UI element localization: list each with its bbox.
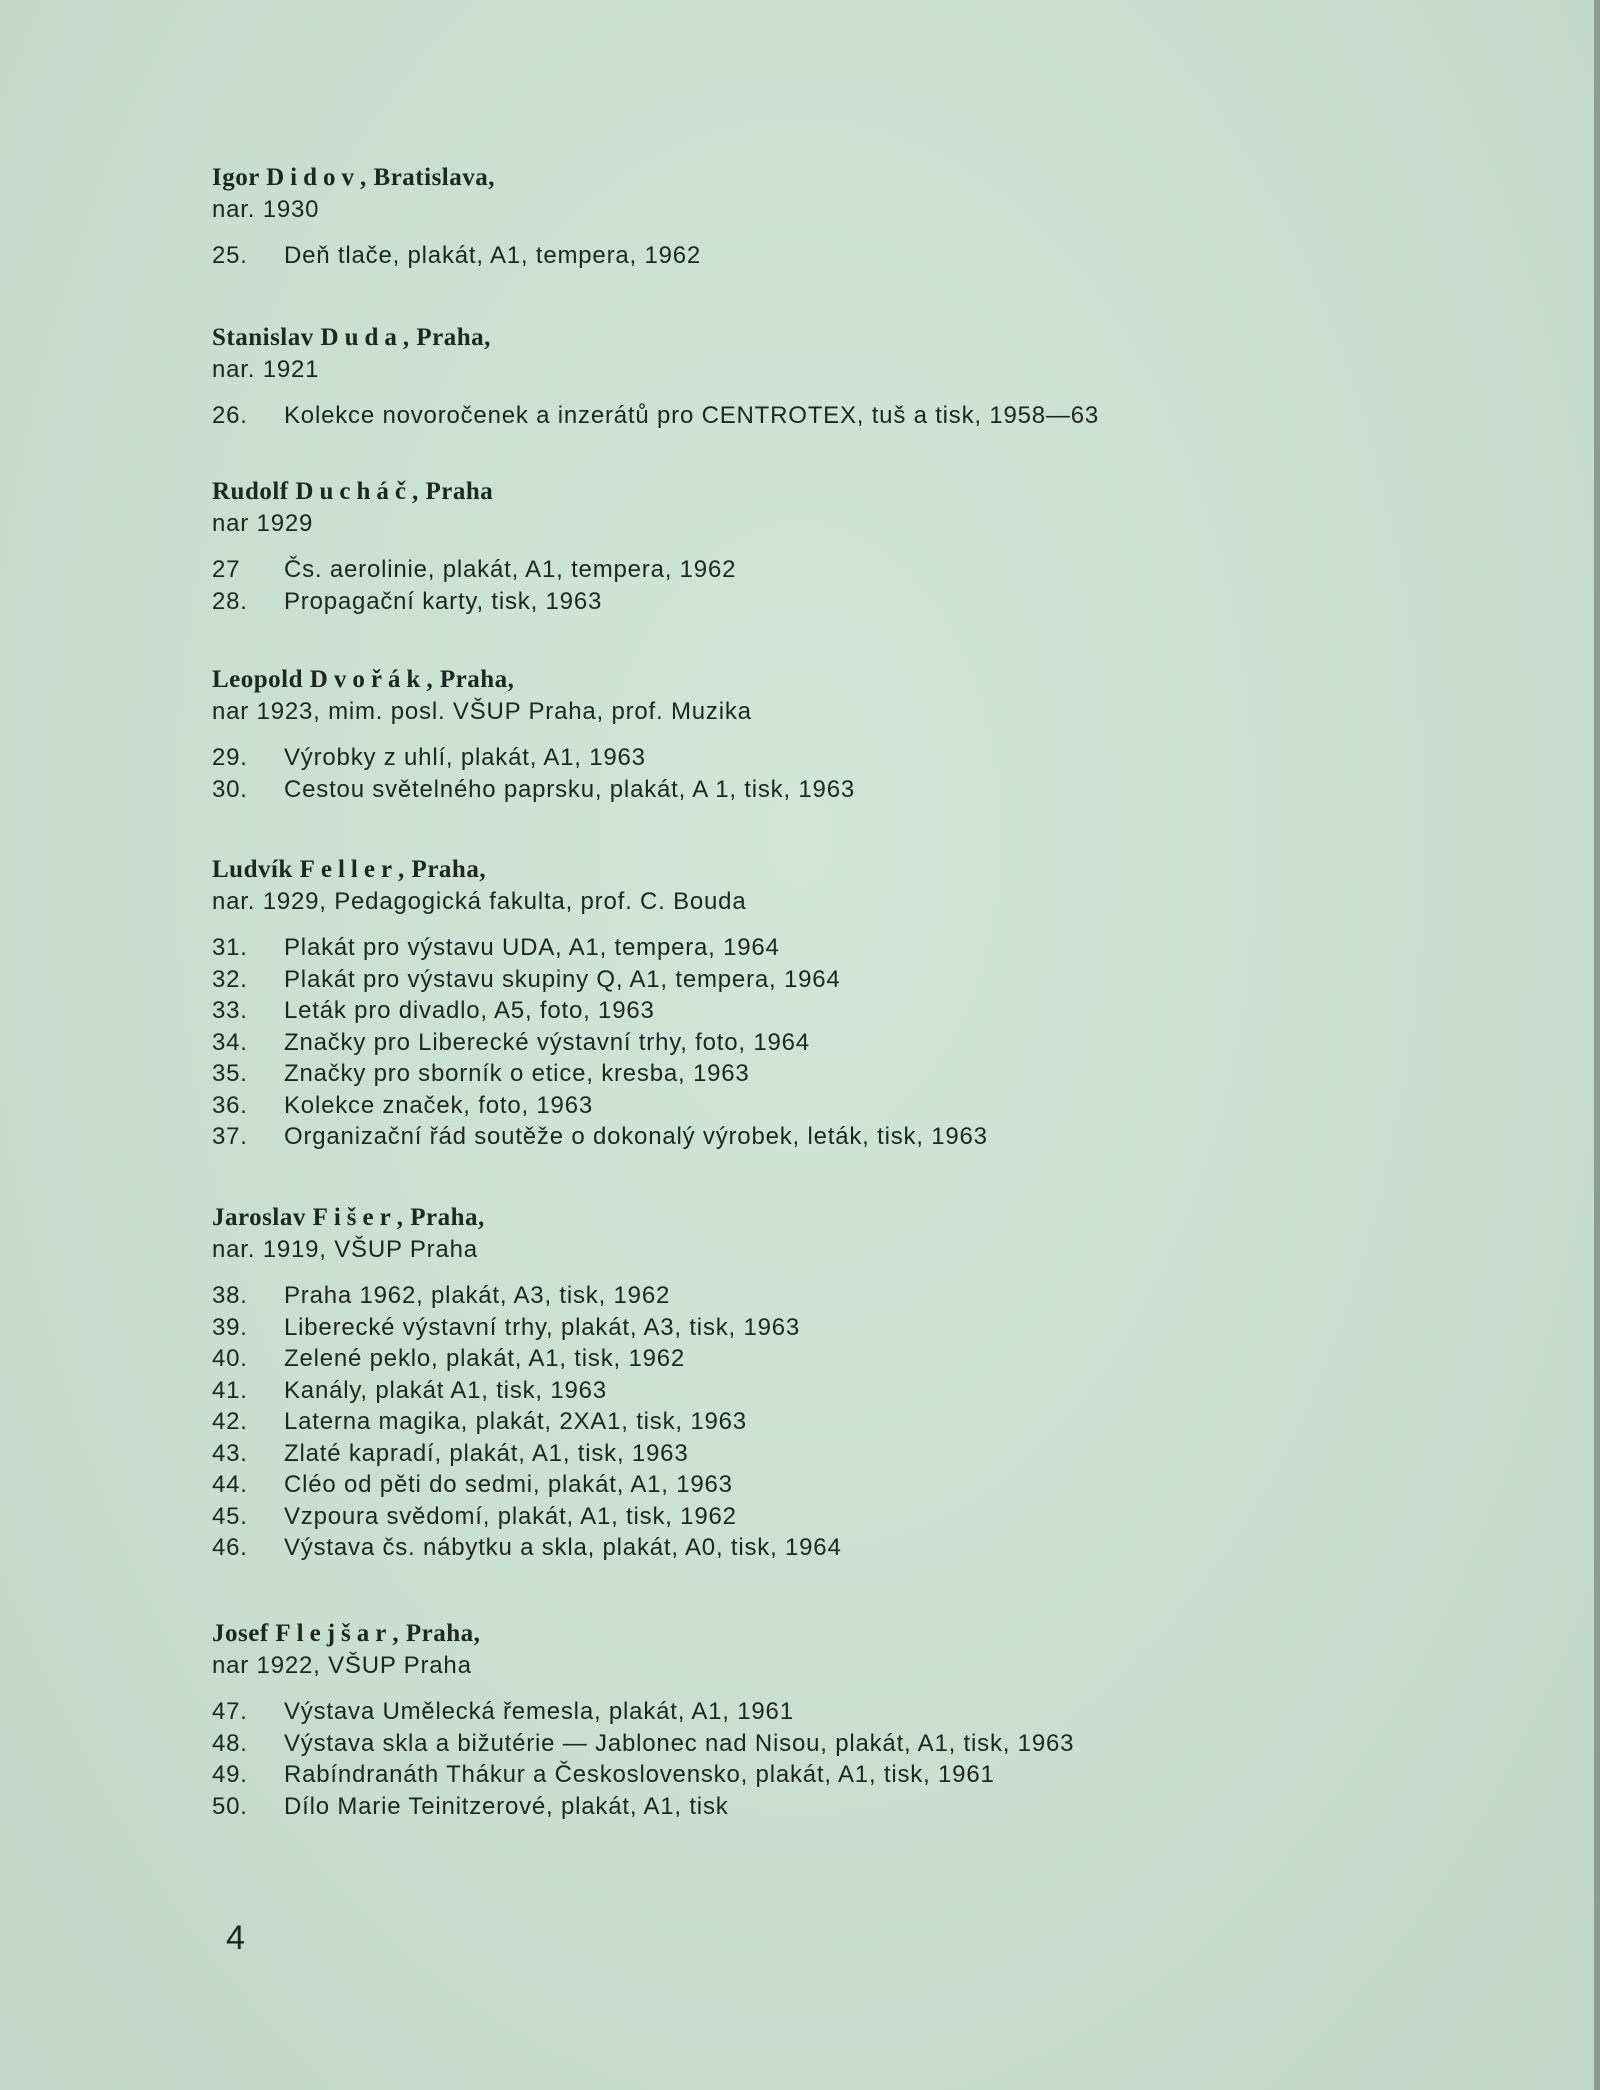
artist-surname: Ducháč — [295, 478, 412, 505]
work-number: 35. — [212, 1060, 248, 1087]
work-number: 39. — [212, 1313, 248, 1341]
work-title: Deň tlače, plakát, A1, tempera, 1962 — [284, 242, 702, 269]
artist-entry-fiser — [212, 1202, 1412, 1564]
work-number: 33. — [212, 997, 248, 1024]
work-item — [212, 1343, 1412, 1375]
artist-surname: Didov — [266, 164, 361, 191]
work-number: 43. — [212, 1439, 248, 1467]
work-item — [212, 240, 1412, 272]
work-item — [212, 742, 1412, 774]
work-number: 49. — [212, 1761, 248, 1788]
work-number: 45. — [212, 1502, 248, 1530]
artist-name — [212, 162, 1412, 194]
work-item — [212, 1501, 1412, 1533]
work-item — [212, 774, 1412, 806]
work-number: 46. — [212, 1534, 248, 1561]
artist-entry-feller — [212, 854, 1412, 1153]
work-item — [212, 1090, 1412, 1122]
work-title: Výstava skla a bižutérie — Jablonec nad Nisou, plakát, A1, tisk, 1963 — [284, 1729, 1075, 1757]
work-number: 48. — [212, 1729, 248, 1757]
work-number: 26. — [212, 402, 248, 429]
work-number: 34. — [212, 1028, 248, 1056]
work-title: Liberecké výstavní trhy, plakát, A3, tisk, 1963 — [284, 1313, 801, 1341]
work-title: Čs. aerolinie, plakát, A1, tempera, 1962 — [284, 556, 737, 583]
work-title: Vzpoura svědomí, plakát, A1, tisk, 1962 — [284, 1502, 737, 1530]
artist-location: , Praha, — [426, 666, 515, 693]
work-item — [212, 1469, 1412, 1501]
work-title: Značky pro sborník o etice, kresba, 1963 — [284, 1060, 750, 1087]
artist-location: , Praha — [411, 478, 494, 505]
artist-first-name: Ludvík — [212, 856, 293, 883]
work-item — [212, 932, 1412, 964]
work-title: Výrobky z uhlí, plakát, A1, 1963 — [284, 744, 646, 771]
artist-surname: Dvořák — [309, 666, 427, 693]
work-item — [212, 1375, 1412, 1407]
work-number: 36. — [212, 1091, 248, 1119]
scan-edge — [1594, 0, 1600, 2090]
artist-bio: nar 1929 — [212, 510, 314, 537]
artist-entry-flejsar — [212, 1618, 1412, 1822]
artist-first-name: Rudolf — [212, 478, 289, 505]
work-item — [212, 1058, 1412, 1090]
artist-first-name: Jaroslav — [212, 1204, 306, 1231]
artist-name — [212, 1618, 1412, 1650]
work-title: Cestou světelného paprsku, plakát, A 1, tisk, 1963 — [284, 775, 855, 803]
work-title: Organizační řád soutěže o dokonalý výrobek, leták, tisk, 1963 — [284, 1123, 988, 1150]
work-title: Výstava čs. nábytku a skla, plakát, A0, tisk, 1964 — [284, 1534, 842, 1561]
work-number: 40. — [212, 1345, 248, 1372]
work-title: Plakát pro výstavu UDA, A1, tempera, 1964 — [284, 934, 780, 961]
work-number: 28. — [212, 587, 248, 615]
work-title: Praha 1962, plakát, A3, tisk, 1962 — [284, 1282, 671, 1309]
artist-bio: nar. 1929, Pedagogická fakulta, prof. C. Bouda — [212, 888, 747, 915]
work-item — [212, 1791, 1412, 1823]
work-title: Kanály, plakát A1, tisk, 1963 — [284, 1376, 607, 1404]
artist-first-name: Igor — [212, 164, 260, 191]
artist-name — [212, 664, 1412, 696]
work-title: Zelené peklo, plakát, A1, tisk, 1962 — [284, 1345, 686, 1372]
artist-surname: Flejšar — [275, 1620, 393, 1647]
work-title: Dílo Marie Teinitzerové, plakát, A1, tisk — [284, 1792, 729, 1820]
work-item — [212, 586, 1412, 618]
work-number: 29. — [212, 744, 248, 771]
work-item — [212, 1438, 1412, 1470]
artist-first-name: Leopold — [212, 666, 304, 693]
page-number: 4 — [226, 1919, 245, 1957]
work-title: Rabíndranáth Thákur a Československo, plakát, A1, tisk, 1961 — [284, 1761, 995, 1788]
work-number: 41. — [212, 1376, 248, 1404]
artist-name — [212, 476, 1412, 508]
work-item — [212, 1728, 1412, 1760]
work-number: 47. — [212, 1698, 248, 1725]
work-item — [212, 1759, 1412, 1791]
artist-entry-duchac — [212, 476, 1412, 617]
work-item — [212, 1532, 1412, 1564]
work-list — [212, 240, 1412, 272]
work-number: 44. — [212, 1471, 248, 1498]
artist-surname: Duda — [320, 324, 403, 351]
work-title: Propagační karty, tisk, 1963 — [284, 587, 603, 615]
artist-name — [212, 322, 1412, 354]
artist-location: , Praha, — [396, 1204, 485, 1231]
work-number: 42. — [212, 1408, 248, 1435]
work-item — [212, 1121, 1412, 1153]
work-number: 31. — [212, 934, 248, 961]
work-list — [212, 1696, 1412, 1822]
artist-bio: nar. 1921 — [212, 356, 320, 383]
artist-bio: nar. 1919, VŠUP Praha — [212, 1236, 478, 1263]
work-item — [212, 1312, 1412, 1344]
work-item — [212, 400, 1412, 432]
work-item — [212, 1280, 1412, 1312]
work-number: 25. — [212, 242, 248, 269]
work-list — [212, 554, 1412, 617]
artist-location: , Bratislava, — [360, 164, 495, 191]
artist-bio: nar 1923, mim. posl. VŠUP Praha, prof. Muzika — [212, 698, 752, 725]
artist-surname: Feller — [299, 856, 399, 883]
work-title: Laterna magika, plakát, 2XA1, tisk, 1963 — [284, 1408, 747, 1435]
work-title: Plakát pro výstavu skupiny Q, A1, tempera, 1964 — [284, 965, 841, 993]
work-title: Výstava Umělecká řemesla, plakát, A1, 1961 — [284, 1698, 794, 1725]
work-number: 38. — [212, 1282, 248, 1309]
work-number: 37. — [212, 1123, 248, 1150]
artist-location: , Praha, — [402, 324, 491, 351]
artist-name — [212, 854, 1412, 886]
work-number: 32. — [212, 965, 248, 993]
work-number: 50. — [212, 1792, 248, 1820]
artist-location: , Praha, — [398, 856, 487, 883]
artist-entry-dvorak — [212, 664, 1412, 805]
artist-surname: Fišer — [312, 1204, 397, 1231]
work-list — [212, 932, 1412, 1153]
artist-bio: nar. 1930 — [212, 196, 320, 223]
artist-name — [212, 1202, 1412, 1234]
work-title: Cléo od pěti do sedmi, plakát, A1, 1963 — [284, 1471, 733, 1498]
work-list — [212, 1280, 1412, 1564]
work-list — [212, 742, 1412, 805]
artist-bio: nar 1922, VŠUP Praha — [212, 1652, 472, 1679]
work-item — [212, 554, 1412, 586]
work-item — [212, 1406, 1412, 1438]
work-number: 30. — [212, 775, 248, 803]
artist-entry-duda — [212, 322, 1412, 432]
work-item — [212, 995, 1412, 1027]
artist-location: , Praha, — [392, 1620, 481, 1647]
work-title: Kolekce novoročenek a inzerátů pro CENTROTEX, tuš a tisk, 1958—63 — [284, 402, 1100, 429]
work-title: Zlaté kapradí, plakát, A1, tisk, 1963 — [284, 1439, 689, 1467]
work-item — [212, 1696, 1412, 1728]
work-title: Značky pro Liberecké výstavní trhy, foto, 1964 — [284, 1028, 810, 1056]
work-number: 27 — [212, 556, 241, 583]
artist-first-name: Josef — [212, 1620, 269, 1647]
work-list — [212, 400, 1412, 432]
work-item — [212, 1027, 1412, 1059]
artist-first-name: Stanislav — [212, 324, 314, 351]
work-title: Leták pro divadlo, A5, foto, 1963 — [284, 997, 655, 1024]
work-item — [212, 964, 1412, 996]
work-title: Kolekce značek, foto, 1963 — [284, 1091, 593, 1119]
artist-entry-didov — [212, 162, 1412, 272]
